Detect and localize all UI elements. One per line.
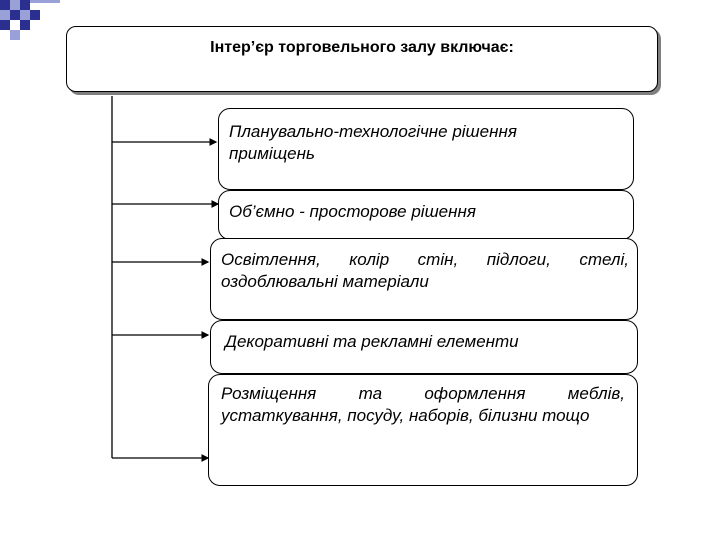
diagram-title: Інтер’єр торговельного залу включає: bbox=[210, 39, 514, 56]
title-box bbox=[66, 26, 658, 92]
item-label-volume-space: Об’ємно - просторове рішення bbox=[229, 202, 476, 221]
item-box-volume-space bbox=[218, 190, 634, 240]
item-label-lighting: Освітлення, колір стін, підлоги, стелі, оздоблювальні матеріали bbox=[221, 250, 629, 291]
item-label-furniture: Розміщення та оформлення меблів, устаткування, посуду, наборів, білизни тощо bbox=[221, 384, 625, 425]
item-box-decorative bbox=[210, 320, 638, 374]
item-label-decorative: Декоративні та рекламні елементи bbox=[225, 332, 519, 351]
item-box-furniture bbox=[208, 374, 638, 486]
item-label-planning: Планувально-технологічне рішення приміщень bbox=[229, 122, 517, 163]
item-box-lighting bbox=[210, 238, 638, 320]
item-box-planning bbox=[218, 108, 634, 190]
